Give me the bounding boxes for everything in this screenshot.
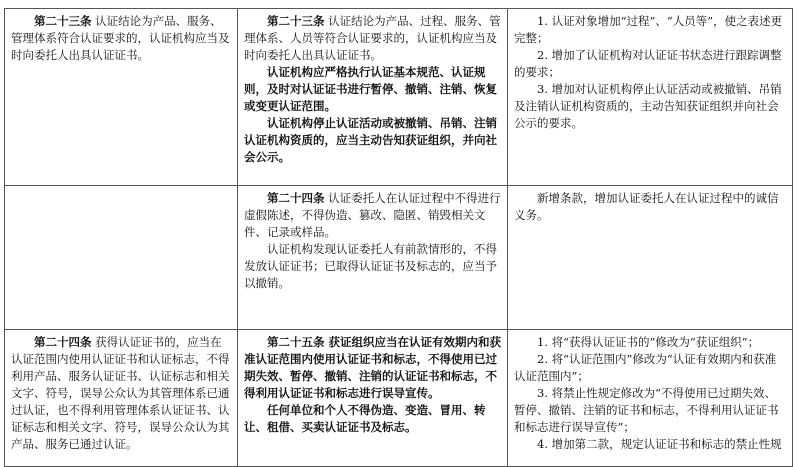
note-item: 1. 将“获得认证证书的”修改为“获证组织”； <box>537 335 760 349</box>
note-item: 4. 增加第二款，规定认证证书和标志的禁止性规 <box>537 437 782 451</box>
article-text: 认证委托人在认证过程中不得进行虚假陈述，不得伪造、篡改、隐匿、销毁相关文件、记录或样品。 <box>244 191 501 239</box>
new-article-cell <box>238 9 508 186</box>
article-number: 第二十三条 <box>267 14 325 28</box>
new-article-cell <box>238 330 508 467</box>
new-article-paragraph: 任何单位和个人不得伪造、变造、冒用、转让、租借、买卖认证证书及标志。 <box>244 403 486 434</box>
new-article-paragraph: 认证机构停止认证活动或被撤销、吊销、注销认证机构资质的，应当主动告知获证组织，并向社会公示。 <box>244 116 497 164</box>
new-article-paragraph <box>244 13 501 64</box>
new-article-paragraph <box>244 190 501 241</box>
article-number: 第二十五条 <box>267 335 325 349</box>
note-item: 1. 认证对象增加“过程”、“人员等”，使之表述更完整； <box>514 14 783 45</box>
article-text: 获证组织应当在认证有效期内和获准认证范围内使用认证证书和标志，不得使用已过期失效、暂停、撤销、注销的认证证书和标志，不得利用认证证书和标志进行误导宣传。 <box>244 335 502 400</box>
table-row <box>5 9 793 186</box>
note-item: 新增条款，增加认证委托人在认证过程中的诚信义务。 <box>514 191 779 222</box>
old-article-cell <box>5 9 238 186</box>
note-item: 2. 将“认证范围内”修改为“认证有效期内和获准认证范围内”； <box>514 352 777 383</box>
old-article-paragraph <box>11 334 231 453</box>
revision-note-cell <box>508 330 793 467</box>
new-article-paragraph: 认证机构应严格执行认证基本规范、认证规则，及时对认证证书进行暂停、撤销、注销、恢复或变更认证范围。 <box>244 65 497 113</box>
note-item: 3. 将禁止性规定修改为“不得使用已过期失效、暂停、撤销、注销的证书和标志，不得利用认证证书和标志进行误导宣传”； <box>514 386 779 434</box>
article-number: 第二十四条 <box>34 335 92 349</box>
revision-note-cell <box>508 186 793 330</box>
table-row <box>5 330 793 467</box>
new-article-paragraph <box>244 334 501 402</box>
table-row <box>5 186 793 330</box>
comparison-table <box>4 8 793 467</box>
article-number: 第二十三条 <box>34 14 92 28</box>
article-number: 第二十四条 <box>267 191 325 205</box>
article-text: 认证结论为产品、服务、管理体系符合认证要求的，认证机构应当及时向委托人出具认证证书。 <box>11 14 230 62</box>
new-article-paragraph: 认证机构发现认证委托人有前款情形的，不得发放认证证书；已取得认证证书及标志的，应当予以撤销。 <box>244 242 497 290</box>
note-item: 2. 增加了认证机构对认证证书状态进行跟踪调整的要求； <box>514 48 782 79</box>
note-item: 3. 增加对认证机构停止认证活动或被撤销、吊销及注销认证机构资质的，主动告知获证组织并向社会公示的要求。 <box>514 82 782 130</box>
old-article-paragraph <box>11 13 231 64</box>
article-text: 认证结论为产品、过程、服务、管理体系、人员等符合认证要求的，认证机构应当及时向委托人出具认证证书。 <box>244 14 501 62</box>
new-article-cell <box>238 186 508 330</box>
article-text: 获得认证证书的，应当在认证范围内使用认证证书和认证标志，不得利用产品、服务认证证书、认证标志和相关文字、符号，误导公众认为其管理体系已通过认证，也不得利用管理体系认证证书、认证标志和相关文字、符号，误导公众认为其产品、服务已通过认证。 <box>11 335 230 451</box>
revision-note-cell <box>508 9 793 186</box>
old-article-cell <box>5 186 238 330</box>
old-article-cell <box>5 330 238 467</box>
